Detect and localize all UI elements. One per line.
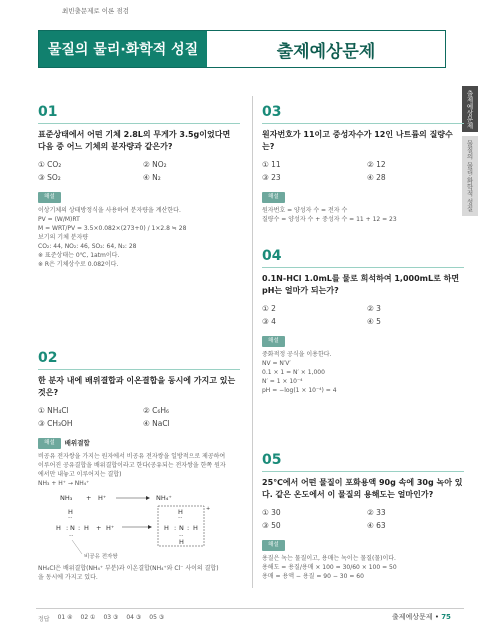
explanation-line: pH = −log(1 × 10⁻⁴) = 4 bbox=[262, 387, 337, 394]
chapter-title-bar bbox=[38, 30, 446, 68]
atom-h: H bbox=[193, 524, 198, 532]
page-subtitle: 최빈출문제로 이론 점검 bbox=[62, 7, 129, 15]
lewis-structure-diagram bbox=[38, 492, 228, 564]
answer-key bbox=[38, 614, 164, 623]
explanation-badge: 해설 bbox=[262, 540, 285, 551]
option-4[interactable]: ④ 28 bbox=[367, 173, 386, 182]
h-plus-label: H⁺ bbox=[98, 494, 107, 502]
explanation-line: 이루어진 공유결합을 배위결합이라고 한다(공유되는 전자쌍을 한쪽 원자 bbox=[38, 462, 226, 469]
page-footer bbox=[0, 594, 500, 636]
explanation-line: 을 동시에 가지고 있다. bbox=[38, 574, 98, 581]
reaction-arrow-head bbox=[148, 525, 152, 529]
svg-text:··: ·· bbox=[69, 532, 74, 540]
explanation-line: 에서만 내놓고 이루어지는 결합) bbox=[38, 471, 122, 478]
footer-divider bbox=[36, 608, 464, 609]
lewis-structure-svg bbox=[38, 492, 228, 564]
answer-item: 05 ③ bbox=[149, 614, 165, 621]
svg-text::: : bbox=[78, 524, 81, 532]
explanation-line: 보기의 기체 분자량 bbox=[38, 234, 89, 241]
explanation-badge: 해설 bbox=[38, 438, 61, 449]
answer-item: 01 ④ bbox=[57, 614, 73, 621]
nh3-label: NH₃ bbox=[60, 494, 73, 502]
svg-text:··: ·· bbox=[178, 514, 183, 522]
option-2[interactable]: ② 3 bbox=[367, 304, 381, 313]
option-list bbox=[38, 405, 240, 429]
explanation-line: 비공유 전자쌍을 가지는 원자에서 비공유 전자쌍을 일방적으로 제공하여 bbox=[38, 453, 226, 460]
svg-text:··: ·· bbox=[68, 514, 73, 522]
option-4[interactable]: ④ NaCl bbox=[143, 419, 170, 428]
atom-h: H bbox=[68, 508, 73, 516]
atom-h: H bbox=[179, 538, 184, 546]
explanation-line: 용해도 = 용질/용매 × 100 = 30/60 × 100 = 50 bbox=[262, 564, 397, 571]
question-05 bbox=[262, 452, 464, 581]
column-divider bbox=[252, 96, 253, 588]
reaction-arrow-head bbox=[146, 496, 150, 500]
option-4[interactable]: ④ N₂ bbox=[143, 173, 161, 182]
explanation-line: PV = (W/M)RT bbox=[38, 216, 80, 223]
answer-item: 04 ③ bbox=[126, 614, 142, 621]
option-list bbox=[262, 303, 464, 327]
explanation-line: M = WRT/PV = 3.5×0.082×(273+0) / 1×2.8 ≒ 28 bbox=[38, 225, 187, 232]
option-3[interactable]: ③ 50 bbox=[262, 521, 281, 530]
explanation-line: 0.1 × 1 = N′ × 1,000 bbox=[262, 369, 325, 376]
answer-item: 02 ① bbox=[80, 614, 96, 621]
section-title: 출제예상문제 bbox=[276, 41, 376, 62]
option-1[interactable]: ① CO₂ bbox=[38, 160, 62, 169]
option-3[interactable]: ③ 4 bbox=[262, 317, 276, 326]
svg-text:··: ·· bbox=[179, 532, 184, 540]
explanation-line: NV = N′V′ bbox=[262, 360, 291, 367]
question-01 bbox=[38, 104, 240, 269]
plus-sign: + bbox=[86, 494, 92, 502]
footer-section-title: 출제예상문제 bbox=[392, 613, 433, 621]
option-2[interactable]: ② C₆H₆ bbox=[143, 406, 169, 415]
side-tab-section: 출제예상문제 bbox=[462, 86, 478, 132]
explanation-topic: 배위결합 bbox=[64, 439, 90, 447]
question-number: 04 bbox=[262, 248, 464, 268]
question-03 bbox=[262, 104, 464, 224]
option-2[interactable]: ② 33 bbox=[367, 508, 386, 517]
plus-sign: + bbox=[96, 524, 102, 532]
option-3[interactable]: ③ SO₂ bbox=[38, 173, 61, 182]
option-3[interactable]: ③ 23 bbox=[262, 173, 281, 182]
answer-key-label: 정답 bbox=[38, 616, 50, 623]
question-text: 0.1N-HCl 1.0mL를 물로 희석하여 1,000mL로 하면 pH는 얼마가 되는가? bbox=[262, 274, 460, 295]
option-2[interactable]: ② NO₂ bbox=[143, 160, 167, 169]
explanation-line: NH₃ + H⁺ → NH₄⁺ bbox=[38, 480, 90, 487]
question-04 bbox=[262, 248, 464, 395]
option-list bbox=[38, 159, 240, 183]
explanation bbox=[262, 192, 464, 224]
option-list bbox=[262, 159, 464, 183]
atom-n: N bbox=[70, 524, 75, 532]
page-number: 75 bbox=[441, 613, 451, 621]
callout-line bbox=[72, 540, 82, 554]
option-4[interactable]: ④ 63 bbox=[367, 521, 386, 530]
explanation-line: CO₂: 44, NO₂: 46, SO₂: 64, N₂: 28 bbox=[38, 243, 137, 250]
footer-bullet: • bbox=[434, 613, 439, 621]
svg-text:+: + bbox=[206, 506, 211, 512]
atom-h: H bbox=[164, 524, 169, 532]
option-list bbox=[262, 507, 464, 531]
question-text: 원자번호가 11이고 중성자수가 12인 나트륨의 질량수는? bbox=[262, 130, 453, 151]
explanation-line: 이상기체의 상태방정식을 사용하여 분자량을 계산한다. bbox=[38, 207, 181, 214]
option-1[interactable]: ① 30 bbox=[262, 508, 281, 517]
explanation-badge: 해설 bbox=[262, 336, 285, 347]
explanation-line: 중화적정 공식을 이용한다. bbox=[262, 351, 332, 358]
atom-n: N bbox=[179, 524, 184, 532]
explanation bbox=[38, 438, 240, 582]
question-text: 25℃에서 어떤 물질이 포화용액 90g 속에 30g 녹아 있다. 같은 온도에서 이 물질의 용해도는 얼마인가? bbox=[262, 478, 463, 499]
answer-item: 03 ③ bbox=[103, 614, 119, 621]
side-tab-chapter: 물질의 물리·화학적 성질 bbox=[462, 136, 478, 216]
explanation-line: 원자번호 = 양성자 수 = 전자 수 bbox=[262, 207, 348, 214]
atom-h: H bbox=[178, 508, 183, 516]
explanation bbox=[38, 192, 240, 269]
question-text: 한 분자 내에 배위결합과 이온결합을 동시에 가지고 있는 것은? bbox=[38, 376, 236, 397]
explanation-line: ※ 표준상태는 0℃, 1atm이다. bbox=[38, 252, 120, 259]
explanation-badge: 해설 bbox=[262, 192, 285, 203]
atom-h: H bbox=[84, 524, 89, 532]
question-number: 02 bbox=[38, 350, 240, 370]
question-number: 05 bbox=[262, 452, 464, 472]
chapter-title: 물질의 물리·화학적 성질 bbox=[39, 31, 207, 67]
svg-text::: : bbox=[66, 524, 69, 532]
explanation-line: 용질은 녹는 물질이고, 용매는 녹이는 물질(물)이다. bbox=[262, 555, 396, 562]
question-number: 03 bbox=[262, 104, 464, 124]
question-number: 01 bbox=[38, 104, 240, 124]
lewis-caption: 비공유 전자쌍 bbox=[84, 554, 118, 560]
nh4-label: NH₄⁺ bbox=[156, 494, 172, 502]
explanation-line: NH₄Cl은 배위결합(NH₄⁺ 부분)과 이온결합(NH₄⁺와 Cl⁻ 사이의 결합) bbox=[38, 565, 219, 572]
page-label bbox=[392, 612, 451, 622]
option-3[interactable]: ③ CH₃OH bbox=[38, 419, 73, 428]
svg-text::: : bbox=[174, 524, 177, 532]
option-1[interactable]: ① NH₄Cl bbox=[38, 406, 69, 415]
svg-text::: : bbox=[187, 524, 190, 532]
h-plus-label: H⁺ bbox=[106, 524, 115, 532]
option-1[interactable]: ① 11 bbox=[262, 160, 281, 169]
atom-h: H bbox=[56, 524, 61, 532]
option-4[interactable]: ④ 5 bbox=[367, 317, 381, 326]
question-text: 표준상태에서 어떤 기체 2.8L의 무게가 3.5g이었다면 다음 중 어느 기체의 분자량과 같은가? bbox=[38, 130, 231, 151]
explanation-line: ※ R은 기체상수로 0.082이다. bbox=[38, 261, 119, 268]
explanation-line: 용매 = 용액 − 용질 = 90 − 30 = 60 bbox=[262, 573, 364, 580]
explanation-badge: 해설 bbox=[38, 192, 61, 203]
explanation bbox=[262, 540, 464, 581]
question-02 bbox=[38, 350, 240, 582]
explanation bbox=[262, 336, 464, 395]
option-1[interactable]: ① 2 bbox=[262, 304, 276, 313]
option-2[interactable]: ② 12 bbox=[367, 160, 386, 169]
explanation-line: 질량수 = 양성자 수 + 중성자 수 = 11 + 12 = 23 bbox=[262, 216, 397, 223]
explanation-line: N′ = 1 × 10⁻⁴ bbox=[262, 378, 303, 385]
